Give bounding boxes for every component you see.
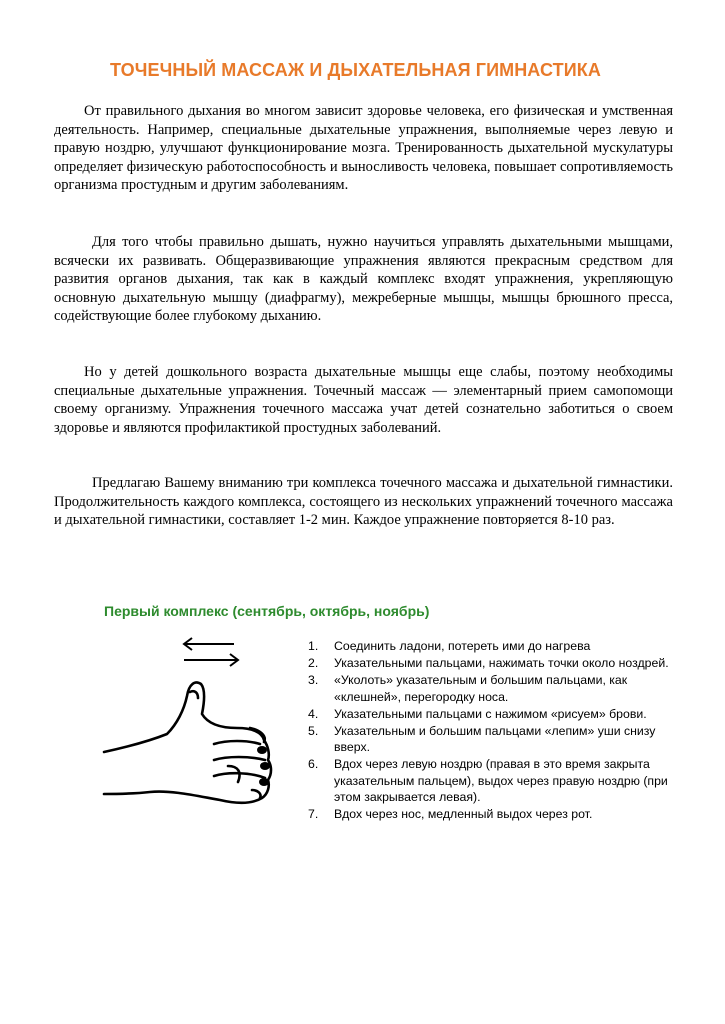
arrow-left-icon xyxy=(184,638,234,650)
step-text: Вдох через нос, медленный выдох через рот. xyxy=(334,807,593,822)
step-number: 1. xyxy=(308,639,319,653)
step-text: Указательным и большим пальцами «лепим» уши снизу вверх. xyxy=(334,724,656,755)
step-number: 2. xyxy=(308,656,319,671)
step-text: Указательными пальцами, нажимать точки около ноздрей. xyxy=(334,656,669,671)
list-item xyxy=(306,672,678,704)
paragraph-3: Но у детей дошкольного возраста дыхательные мышцы еще слабы, поэтому необходимы специальные дыхательные упражнения. Точечный массаж — элементарный прием самопомощи своему организму. Упражнения точечного массажа учат детей сознательно заботиться о своем здоровье и являются профилактикой простудных заболеваний. xyxy=(54,364,673,436)
list-item xyxy=(306,655,678,671)
step-number: 4. xyxy=(308,706,319,721)
paragraph-4: Предлагаю Вашему вниманию три комплекса точечного массажа и дыхательной гимнастики. Продолжительность каждого комплекса, состоящего из нескольких упражнений точечного массажа и дыхательной гимнастики, составляет 1-2 мин. Каждое упражнение повторяется 8-10 раз. xyxy=(54,475,673,529)
list-item xyxy=(306,756,678,805)
steps-list xyxy=(306,638,678,823)
list-item xyxy=(306,723,678,755)
step-number: 3. xyxy=(308,673,319,688)
hand-illustration xyxy=(102,632,302,812)
list-item xyxy=(306,706,678,722)
step-number: 7. xyxy=(308,807,319,822)
step-text: «Уколоть» указательным и большим пальцами, как «клешней», перегородку носа. xyxy=(334,673,628,704)
paragraph-2: Для того чтобы правильно дышать, нужно научиться управлять дыхательными мышцами, всячески их развивать. Общеразвивающие упражнения являются прекрасным средством для развития органов дыхания, так как в каждый комплекс входят упражнения, укрепляющую основную дыхательную мышцу (диафрагму), межреберные мышцы, мышцы брюшного пресса, содействующие более глубокому дыханию. xyxy=(54,234,673,325)
hand-icon xyxy=(104,683,271,803)
step-text: Вдох через левую ноздрю (правая в это время закрыта указательным пальцем), выдох через правую ноздрю (при этом закрывается левая). xyxy=(334,757,668,804)
step-number: 6. xyxy=(308,757,319,772)
list-item xyxy=(306,638,678,654)
list-item xyxy=(306,806,678,822)
complex-heading: Первый комплекс (сентябрь, октябрь, ноябрь) xyxy=(104,603,430,619)
arrow-right-icon xyxy=(184,654,238,666)
page-title: ТОЧЕЧНЫЙ МАССАЖ И ДЫХАТЕЛЬНАЯ ГИМНАСТИКА xyxy=(110,60,601,80)
step-number: 5. xyxy=(308,724,319,739)
step-text: Соединить ладони, потереть ими до нагрева xyxy=(334,639,591,653)
paragraph-1: От правильного дыхания во многом зависит здоровье человека, его физическая и умственная деятельность. Например, специальные дыхательные упражнения, выполняемые через левую и правую ноздрю, улучшают функционирование мозга. Тренированность дыхательной мускулатуры определяет физическую работоспособность и выносливость человека, повышает сопротивляемость организма простудным и другим заболеваниям. xyxy=(54,103,673,194)
step-text: Указательными пальцами с нажимом «рисуем» брови. xyxy=(334,706,647,721)
